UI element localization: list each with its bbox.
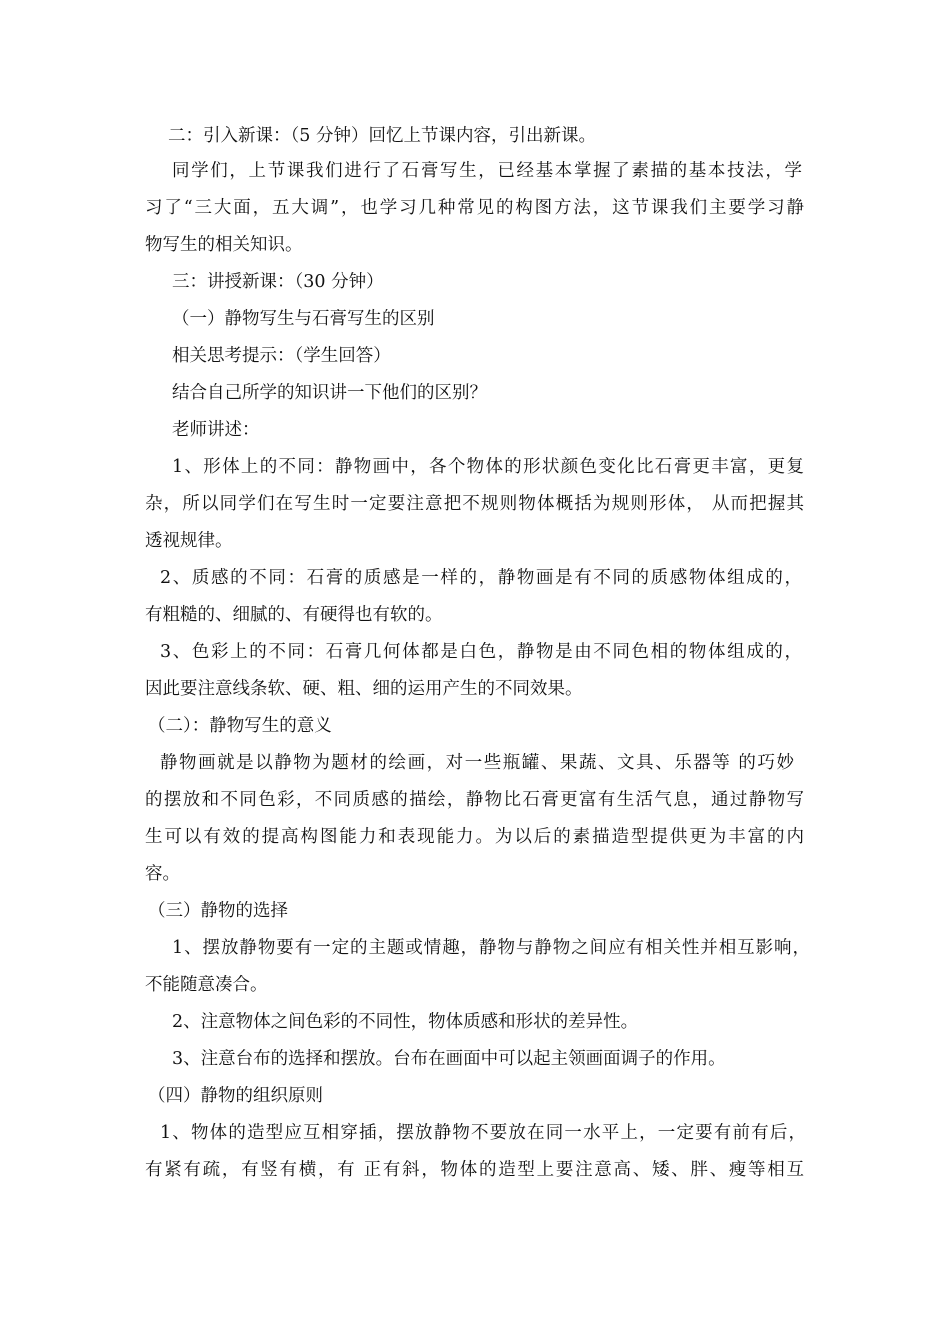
list-item-line: 2、质感的不同：石膏的质感是一样的，静物画是有不同的质感物体组成的， bbox=[160, 568, 802, 588]
list-item-line: 杂，所以同学们在写生时一定要注意把不规则物体概括为规则形体， 从而把握其 bbox=[145, 494, 804, 514]
section-heading-lecture: 三：讲授新课：（30 分钟） bbox=[172, 272, 384, 292]
subsection-heading-1: （一）静物写生与石膏写生的区别 bbox=[172, 309, 435, 329]
paragraph-line: 习了“三大面，五大调”，也学习几种常见的构图方法，这节课我们主要学习静 bbox=[145, 198, 804, 218]
paragraph-line: 的摆放和不同色彩，不同质感的描绘，静物比石膏更富有生活气息，通过静物写 bbox=[145, 790, 804, 810]
list-item-line: 1、物体的造型应互相穿插，摆放静物不要放在同一水平上，一定要有前有后， bbox=[160, 1123, 806, 1143]
list-item-line: 1、摆放静物要有一定的主题或情趣，静物与静物之间应有相关性并相互影响， bbox=[172, 938, 810, 958]
paragraph-line: 相关思考提示：（学生回答） bbox=[172, 346, 391, 366]
paragraph-line: 静物画就是以静物为题材的绘画，对一些瓶罐、果蔬、文具、乐器等 的巧妙 bbox=[160, 753, 794, 773]
paragraph-line: 容。 bbox=[145, 864, 180, 884]
paragraph-line: 物写生的相关知识。 bbox=[145, 235, 303, 255]
list-item-line: 3、注意台布的选择和摆放。台布在画面中可以起主领画面调子的作用。 bbox=[172, 1049, 726, 1069]
list-item-line: 透视规律。 bbox=[145, 531, 233, 551]
paragraph-line: 结合自己所学的知识讲一下他们的区别？ bbox=[172, 383, 487, 403]
list-item-line: 有粗糙的、细腻的、有硬得也有软的。 bbox=[145, 605, 443, 625]
subsection-heading-2: （二）：静物写生的意义 bbox=[148, 716, 332, 736]
list-item-line: 因此要注意线条软、硬、粗、细的运用产生的不同效果。 bbox=[145, 679, 583, 699]
subsection-heading-4: （四）静物的组织原则 bbox=[148, 1086, 323, 1106]
section-heading-intro: 二：引入新课：（5 分钟）回忆上节课内容，引出新课。 bbox=[168, 126, 596, 146]
paragraph-line: 老师讲述： bbox=[172, 420, 260, 440]
list-item-line: 1、形体上的不同：静物画中，各个物体的形状颜色变化比石膏更丰富，更复 bbox=[172, 457, 804, 477]
list-item-line: 有紧有疏，有竖有横，有 正有斜，物体的造型上要注意高、矮、胖、瘦等相互 bbox=[145, 1160, 804, 1180]
list-item-line: 3、色彩上的不同：石膏几何体都是白色，静物是由不同色相的物体组成的， bbox=[160, 642, 802, 662]
list-item-line: 2、注意物体之间色彩的不同性，物体质感和形状的差异性。 bbox=[172, 1012, 639, 1032]
list-item-line: 不能随意凑合。 bbox=[145, 975, 268, 995]
paragraph-line: 同学们，上节课我们进行了石膏写生，已经基本掌握了素描的基本技法，学 bbox=[172, 161, 802, 181]
paragraph-line: 生可以有效的提高构图能力和表现能力。为以后的素描造型提供更为丰富的内 bbox=[145, 827, 804, 847]
subsection-heading-3: （三）静物的选择 bbox=[148, 901, 288, 921]
